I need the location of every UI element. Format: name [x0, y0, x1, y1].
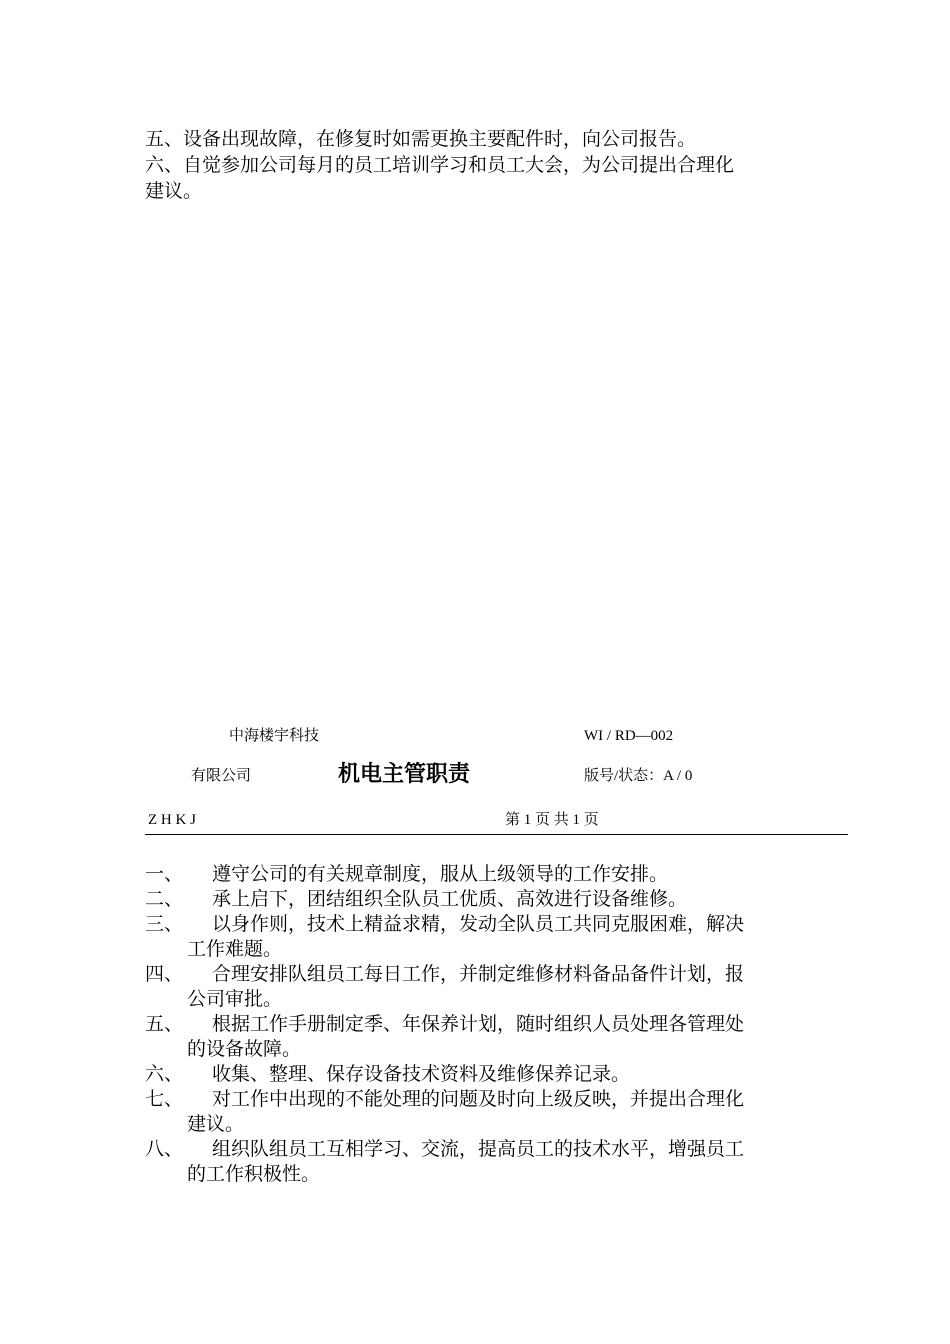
top-line-3: 建议。 [145, 180, 203, 202]
duty-line-1: 对工作中出现的不能处理的问题及时向上级反映，并提出合理化 [212, 1088, 745, 1110]
duty-item [145, 912, 850, 962]
duty-text [187, 962, 850, 1012]
page-info: 第 1 页 共 1 页 [505, 812, 599, 828]
duty-text [187, 1062, 850, 1087]
header-divider [145, 834, 848, 835]
duty-item [145, 1062, 850, 1087]
duty-text [187, 887, 850, 912]
duty-number: 一、 [145, 863, 184, 885]
duty-item [145, 862, 850, 887]
duty-line-1: 收集、整理、保存设备技术资料及维修保养记录。 [212, 1063, 631, 1085]
duty-number: 五、 [145, 1013, 184, 1035]
duties-list [145, 862, 850, 1187]
duty-number: 七、 [145, 1088, 184, 1110]
duty-line-2: 建议。 [187, 1113, 245, 1135]
duty-item [145, 887, 850, 912]
document-title: 机电主管职责 [338, 762, 471, 787]
version-status: 版号/状态：A / 0 [584, 768, 693, 784]
duty-number: 二、 [145, 888, 184, 910]
duty-number: 八、 [145, 1138, 184, 1160]
duty-text [187, 912, 850, 962]
duty-line-1: 根据工作手册制定季、年保养计划，随时组织人员处理各管理处 [212, 1013, 745, 1035]
duty-number: 六、 [145, 1063, 184, 1085]
duty-line-2: 工作难题。 [187, 938, 283, 960]
duty-number: 四、 [145, 963, 184, 985]
duty-line-1: 合理安排队组员工每日工作，并制定维修材料备品备件计划，报 [212, 963, 745, 985]
duty-item [145, 1012, 850, 1062]
duty-line-1: 以身作则，技术上精益求精，发动全队员工共同克服困难，解决 [212, 913, 745, 935]
company-name-line1: 中海楼宇科技 [229, 728, 320, 744]
duty-line-1: 承上启下，团结组织全队员工优质、高效进行设备维修。 [212, 888, 688, 910]
duty-text [187, 862, 850, 887]
duty-item [145, 962, 850, 1012]
top-line-1: 五、设备出现故障，在修复时如需更换主要配件时，向公司报告。 [145, 128, 697, 150]
duty-line-1: 遵守公司的有关规章制度，服从上级领导的工作安排。 [212, 863, 669, 885]
duty-item [145, 1137, 850, 1187]
duty-number: 三、 [145, 913, 184, 935]
duty-line-2: 的工作积极性。 [187, 1163, 321, 1185]
duty-line-1: 组织队组员工互相学习、交流，提高员工的技术水平，增强员工 [212, 1138, 745, 1160]
document-number: WI / RD—002 [584, 728, 674, 744]
duty-item [145, 1087, 850, 1137]
duty-text [187, 1087, 850, 1137]
company-name-line2: 有限公司 [191, 768, 252, 784]
duty-text [187, 1012, 850, 1062]
duty-text [187, 1137, 850, 1187]
company-code: Z H K J [148, 812, 196, 828]
duty-line-2: 的设备故障。 [187, 1038, 302, 1060]
previous-page-tail [145, 126, 850, 204]
duty-line-2: 公司审批。 [187, 988, 283, 1010]
top-line-2: 六、自觉参加公司每月的员工培训学习和员工大会，为公司提出合理化 [145, 154, 735, 176]
